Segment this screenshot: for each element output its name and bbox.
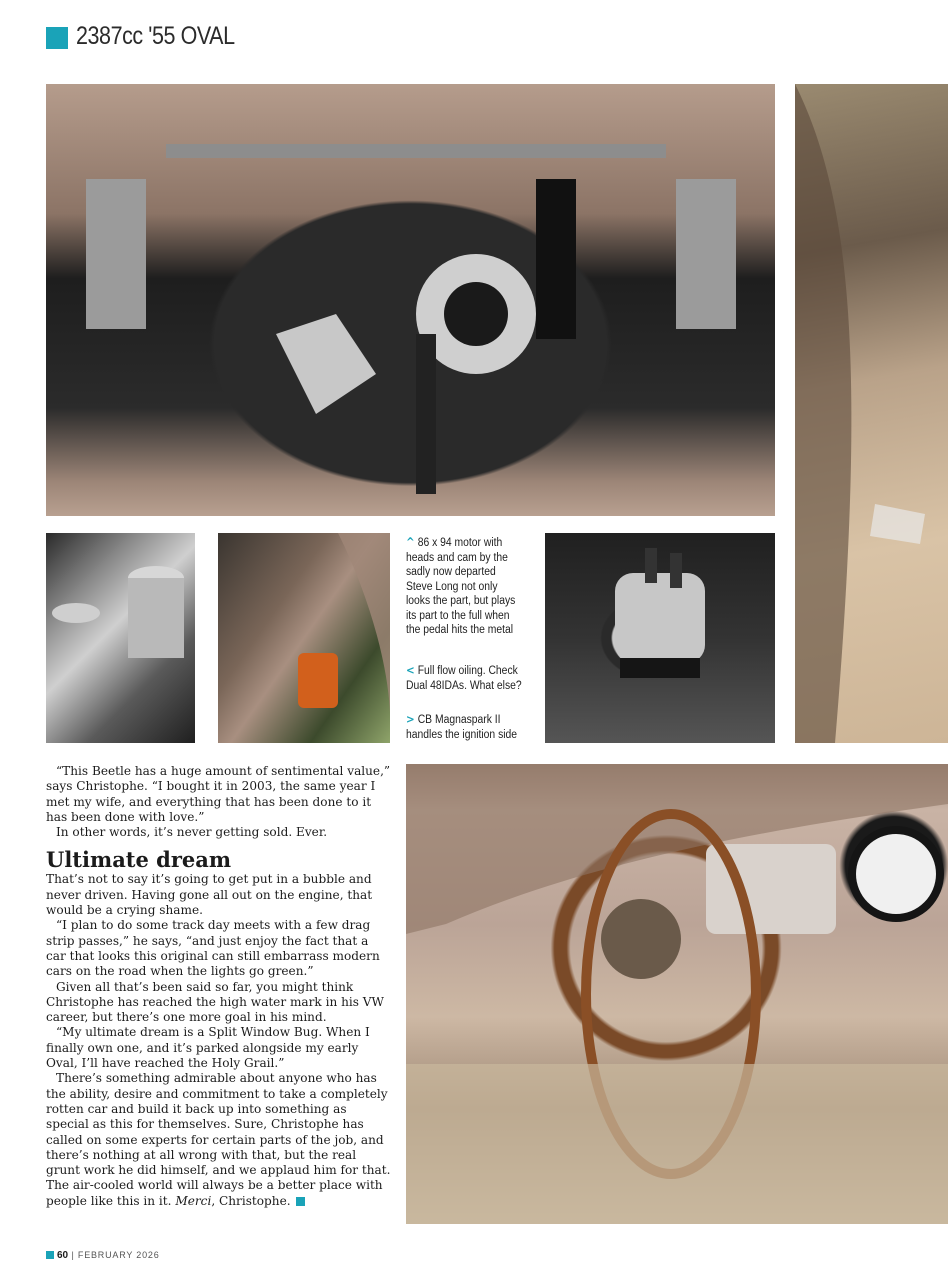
- right-arrow-icon: >: [406, 712, 415, 726]
- carburettor-photo: [46, 533, 195, 743]
- caption-text: CB Magnaspark II handles the ignition side: [406, 714, 518, 741]
- engine-bay-illustration: [46, 84, 775, 516]
- page-number: 60: [57, 1250, 69, 1261]
- paragraph: “I plan to do some track day meets with a few drag strip passes,” he says, “and just enjoy the fact that a car that looks this original can still embarrass modern cars on the road when the lights go green.”: [46, 918, 380, 979]
- page-folio: [46, 1250, 160, 1261]
- caption-text: Full flow oiling. Check Dual 48IDAs. What else?: [406, 665, 522, 692]
- paragraph-text-end: , Christophe.: [211, 1193, 291, 1208]
- paragraph: That’s not to say it’s going to get put in a bubble and never driven. Having gone all out on the engine, that would be a crying shame.: [46, 872, 373, 918]
- paragraph: Given all that’s been said so far, you might think Christophe has reached the high water mark in his VW career, but there’s one more goal in his mind.: [46, 979, 384, 1025]
- folio-square: [46, 1251, 54, 1259]
- dashboard-photo: [406, 764, 948, 1224]
- carburettor-illustration: [46, 533, 195, 743]
- paragraph: “This Beetle has a huge amount of sentimental value,” says Christophe. “I bought it in 2003, the same year I met my wife, and everything that has been done to it has been done with love.”: [46, 764, 391, 824]
- paragraph: In other words, it’s never getting sold. Ever.: [56, 825, 328, 840]
- subheading: Ultimate dream: [46, 847, 232, 873]
- oil-filter-illustration: [218, 533, 390, 743]
- italic-text: Merci: [175, 1193, 212, 1208]
- engine-bay-photo: [46, 84, 775, 516]
- paragraph: “My ultimate dream is a Split Window Bug. When I finally own one, and it’s parked alongside my early Oval, I’ll have reached the Holy Grail.”: [46, 1025, 370, 1071]
- door-interior-photo: [795, 84, 948, 743]
- folio-separator: |: [71, 1250, 75, 1260]
- section-marker-square: [46, 27, 68, 49]
- door-interior-illustration: [795, 84, 948, 743]
- caption-text: 86 x 94 motor with heads and cam by the sadly now departed Steve Long not only looks the part, but plays its part to the full when the pedal hits the metal: [406, 537, 516, 636]
- up-arrow-icon: ^: [406, 535, 415, 549]
- dashboard-illustration: [406, 764, 948, 1224]
- article-body: [46, 764, 391, 1209]
- end-mark-square: [296, 1197, 305, 1206]
- paragraph: [46, 1071, 391, 1209]
- issue-date: FEBRUARY 2026: [77, 1250, 160, 1260]
- caption-ignition: [406, 712, 523, 742]
- caption-engine: [406, 535, 523, 638]
- section-title: 2387cc '55 OVAL: [76, 22, 235, 50]
- oil-filter-photo: [218, 533, 390, 743]
- paragraph-text: There’s something admirable about anyone who has the ability, desire and commitment to take a completely rotten car and build it back up into something as special as this for themselves. Sure, Christophe has called on some experts for certain parts of the job, and there’s nothing at all wrong with that, but the real grunt work he did himself, and we applaud him for that. The air-cooled world will always be a better place with people like this in it.: [46, 1071, 391, 1208]
- distributor-illustration: [545, 533, 775, 743]
- caption-oiling: [406, 663, 523, 693]
- distributor-photo: [545, 533, 775, 743]
- left-arrow-icon: <: [406, 663, 415, 677]
